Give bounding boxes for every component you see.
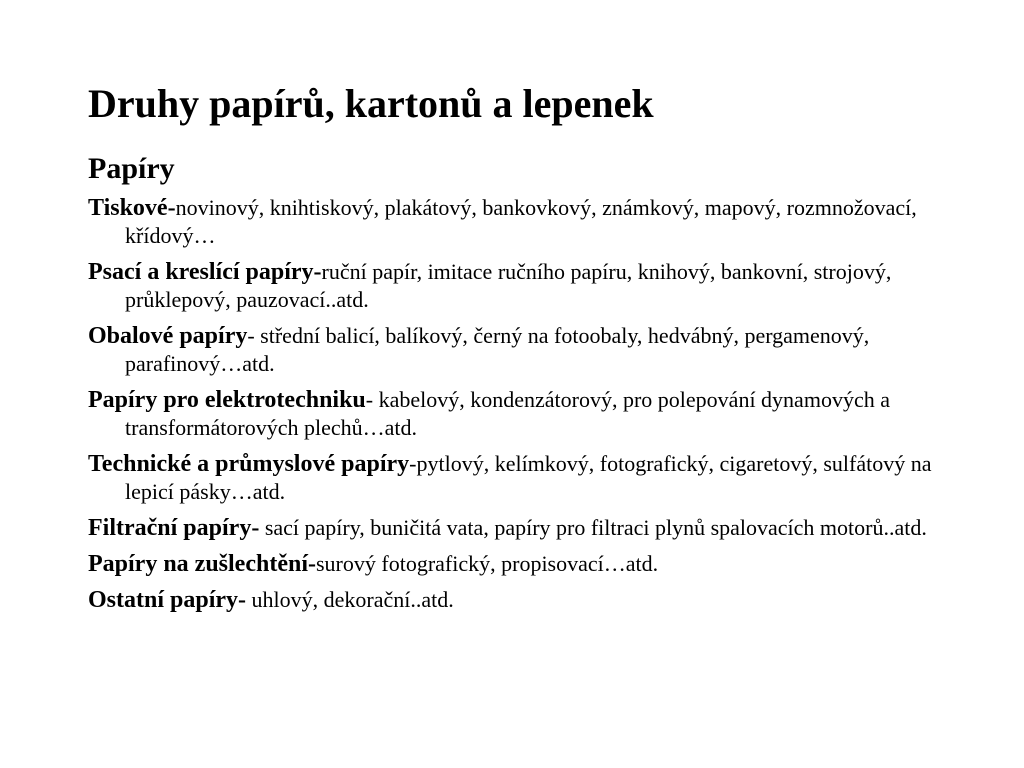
list-item-printing — [88, 194, 948, 250]
list-item-packaging — [88, 322, 948, 378]
item-description: sací papíry, buničitá vata, papíry pro filtraci plynů spalovacích motorů..atd. — [259, 515, 927, 540]
item-term: Papíry na zušlechtění- — [88, 551, 316, 577]
item-term: Papíry pro elektrotechniku — [88, 387, 366, 413]
paper-types-list — [88, 194, 948, 622]
item-description: surový fotografický, propisovací…atd. — [316, 551, 659, 576]
item-term: Obalové papíry — [88, 323, 248, 349]
item-description: novinový, knihtiskový, plakátový, bankovkový, známkový, mapový, rozmnožovací, křídový… — [125, 195, 917, 248]
item-description: uhlový, dekorační..atd. — [246, 587, 454, 612]
item-term: Ostatní papíry- — [88, 587, 247, 613]
item-term: Tiskové- — [88, 195, 176, 221]
list-item-filter — [88, 514, 948, 542]
list-item-refinement — [88, 550, 948, 578]
list-item-writing-drawing — [88, 258, 948, 314]
item-description: ruční papír, imitace ručního papíru, knihový, bankovní, strojový, průklepový, pauzovací..atd. — [125, 259, 892, 312]
list-item-other — [88, 586, 948, 614]
section-heading: Papíry — [88, 152, 175, 185]
list-item-technical — [88, 450, 948, 506]
item-term: Filtrační papíry- — [88, 515, 260, 541]
slide-title: Druhy papírů, kartonů a lepenek — [88, 81, 654, 126]
item-term: Psací a kreslící papíry- — [88, 259, 322, 285]
item-description: - kabelový, kondenzátorový, pro polepování dynamových a transformátorových plechů…atd. — [125, 387, 890, 440]
item-description: - střední balicí, balíkový, černý na fotoobaly, hedvábný, pergamenový, parafinový…atd. — [125, 323, 870, 376]
item-term: Technické a průmyslové papíry — [88, 451, 410, 477]
item-description: -pytlový, kelímkový, fotografický, cigaretový, sulfátový na lepicí pásky…atd. — [125, 451, 932, 504]
list-item-electrical — [88, 386, 948, 442]
